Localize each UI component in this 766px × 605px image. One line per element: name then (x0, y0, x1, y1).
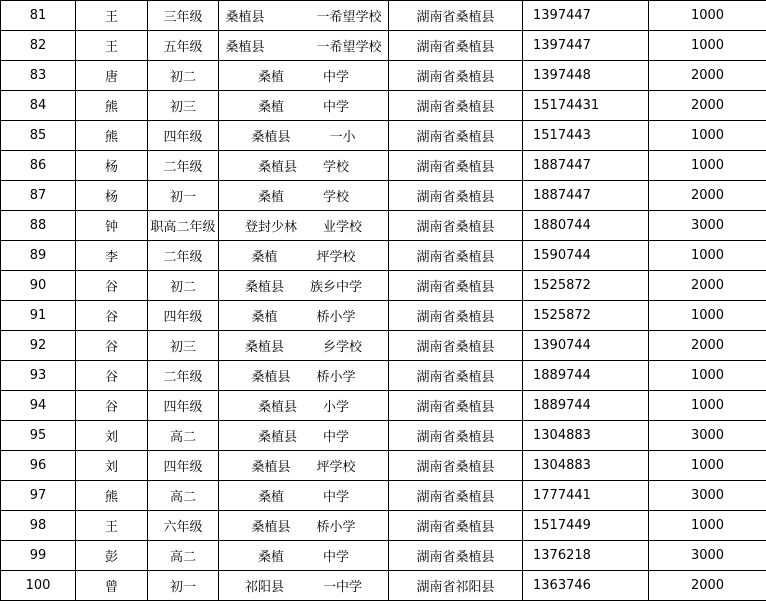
address-cell: 湖南省桑植县 (389, 121, 523, 151)
amount-cell: 3000 (649, 541, 766, 571)
table-row (1, 571, 766, 601)
phone-cell: 1887447 (523, 181, 649, 211)
school-cell: 桑植县 族乡中学 (219, 271, 389, 301)
address-cell: 湖南省桑植县 (389, 481, 523, 511)
school-cell: 桑植县 坪学校 (219, 451, 389, 481)
address-cell: 湖南省桑植县 (389, 31, 523, 61)
grade-cell: 初三 (148, 331, 219, 361)
student-name-cell: 杨 (76, 151, 148, 181)
row-number-cell: 82 (1, 31, 76, 61)
grade-cell: 二年级 (148, 361, 219, 391)
student-name-cell: 谷 (76, 361, 148, 391)
grade-cell: 四年级 (148, 391, 219, 421)
table-row (1, 121, 766, 151)
school-cell: 桑植县 一希望学校 (219, 31, 389, 61)
phone-cell: 1376218 (523, 541, 649, 571)
phone-cell: 1590744 (523, 241, 649, 271)
school-cell: 桑植 学校 (219, 181, 389, 211)
row-number-cell: 83 (1, 61, 76, 91)
grade-cell: 四年级 (148, 121, 219, 151)
phone-cell: 1390744 (523, 331, 649, 361)
row-number-cell: 81 (1, 1, 76, 31)
table-row (1, 421, 766, 451)
table-row (1, 391, 766, 421)
amount-cell: 2000 (649, 571, 766, 601)
student-name-cell: 熊 (76, 481, 148, 511)
school-cell: 桑植 中学 (219, 541, 389, 571)
amount-cell: 1000 (649, 241, 766, 271)
address-cell: 湖南省桑植县 (389, 331, 523, 361)
phone-cell: 1517449 (523, 511, 649, 541)
table-row (1, 361, 766, 391)
student-name-cell: 曾 (76, 571, 148, 601)
address-cell: 湖南省桑植县 (389, 451, 523, 481)
student-name-cell: 谷 (76, 331, 148, 361)
school-cell: 桑植县 学校 (219, 151, 389, 181)
row-number-cell: 85 (1, 121, 76, 151)
phone-cell: 1889744 (523, 391, 649, 421)
grade-cell: 初二 (148, 61, 219, 91)
student-name-cell: 王 (76, 1, 148, 31)
table-row (1, 451, 766, 481)
amount-cell: 1000 (649, 31, 766, 61)
amount-cell: 2000 (649, 271, 766, 301)
student-name-cell: 谷 (76, 391, 148, 421)
row-number-cell: 87 (1, 181, 76, 211)
school-cell: 桑植县 乡学校 (219, 331, 389, 361)
table-row (1, 241, 766, 271)
table-row (1, 151, 766, 181)
row-number-cell: 93 (1, 361, 76, 391)
school-cell: 桑植县 桥小学 (219, 361, 389, 391)
address-cell: 湖南省桑植县 (389, 61, 523, 91)
student-name-cell: 李 (76, 241, 148, 271)
address-cell: 湖南省桑植县 (389, 541, 523, 571)
amount-cell: 2000 (649, 61, 766, 91)
address-cell: 湖南省桑植县 (389, 271, 523, 301)
school-cell: 桑植 桥小学 (219, 301, 389, 331)
student-name-cell: 谷 (76, 271, 148, 301)
address-cell: 湖南省桑植县 (389, 91, 523, 121)
school-cell: 桑植县 一希望学校 (219, 1, 389, 31)
address-cell: 湖南省祁阳县 (389, 571, 523, 601)
address-cell: 湖南省桑植县 (389, 301, 523, 331)
address-cell: 湖南省桑植县 (389, 211, 523, 241)
phone-cell: 1304883 (523, 421, 649, 451)
phone-cell: 1880744 (523, 211, 649, 241)
amount-cell: 2000 (649, 91, 766, 121)
address-cell: 湖南省桑植县 (389, 241, 523, 271)
school-cell: 桑植 坪学校 (219, 241, 389, 271)
row-number-cell: 94 (1, 391, 76, 421)
student-name-cell: 熊 (76, 121, 148, 151)
table-row (1, 91, 766, 121)
row-number-cell: 96 (1, 451, 76, 481)
phone-cell: 1889744 (523, 361, 649, 391)
row-number-cell: 98 (1, 511, 76, 541)
school-cell: 桑植县 中学 (219, 421, 389, 451)
amount-cell: 1000 (649, 451, 766, 481)
amount-cell: 1000 (649, 511, 766, 541)
address-cell: 湖南省桑植县 (389, 1, 523, 31)
table-row (1, 181, 766, 211)
row-number-cell: 84 (1, 91, 76, 121)
student-name-cell: 熊 (76, 91, 148, 121)
table-row (1, 61, 766, 91)
student-name-cell: 刘 (76, 421, 148, 451)
student-name-cell: 钟 (76, 211, 148, 241)
grade-cell: 三年级 (148, 1, 219, 31)
grade-cell: 五年级 (148, 31, 219, 61)
student-name-cell: 唐 (76, 61, 148, 91)
school-cell: 桑植县 小学 (219, 391, 389, 421)
student-name-cell: 刘 (76, 451, 148, 481)
phone-cell: 1777441 (523, 481, 649, 511)
address-cell: 湖南省桑植县 (389, 391, 523, 421)
phone-cell: 1397447 (523, 31, 649, 61)
row-number-cell: 95 (1, 421, 76, 451)
phone-cell: 1887447 (523, 151, 649, 181)
amount-cell: 1000 (649, 121, 766, 151)
phone-cell: 1363746 (523, 571, 649, 601)
table-row (1, 31, 766, 61)
table-row (1, 511, 766, 541)
address-cell: 湖南省桑植县 (389, 361, 523, 391)
amount-cell: 2000 (649, 331, 766, 361)
student-name-cell: 王 (76, 31, 148, 61)
student-name-cell: 王 (76, 511, 148, 541)
amount-cell: 2000 (649, 181, 766, 211)
table-row (1, 271, 766, 301)
school-cell: 祁阳县 一中学 (219, 571, 389, 601)
row-number-cell: 88 (1, 211, 76, 241)
table-row (1, 331, 766, 361)
row-number-cell: 90 (1, 271, 76, 301)
grade-cell: 高二 (148, 481, 219, 511)
amount-cell: 3000 (649, 211, 766, 241)
amount-cell: 3000 (649, 481, 766, 511)
student-name-cell: 谷 (76, 301, 148, 331)
table-row (1, 541, 766, 571)
grade-cell: 二年级 (148, 241, 219, 271)
grade-cell: 高二 (148, 421, 219, 451)
row-number-cell: 97 (1, 481, 76, 511)
amount-cell: 1000 (649, 151, 766, 181)
table-row (1, 1, 766, 31)
amount-cell: 1000 (649, 1, 766, 31)
row-number-cell: 92 (1, 331, 76, 361)
grade-cell: 四年级 (148, 451, 219, 481)
grade-cell: 职高二年级 (148, 211, 219, 241)
table-row (1, 301, 766, 331)
student-name-cell: 杨 (76, 181, 148, 211)
row-number-cell: 86 (1, 151, 76, 181)
table-row (1, 211, 766, 241)
grade-cell: 四年级 (148, 301, 219, 331)
phone-cell: 1304883 (523, 451, 649, 481)
school-cell: 登封少林 业学校 (219, 211, 389, 241)
grade-cell: 二年级 (148, 151, 219, 181)
row-number-cell: 100 (1, 571, 76, 601)
table-body (1, 1, 766, 601)
school-cell: 桑植县 桥小学 (219, 511, 389, 541)
phone-cell: 1525872 (523, 271, 649, 301)
amount-cell: 1000 (649, 361, 766, 391)
grade-cell: 初三 (148, 91, 219, 121)
phone-cell: 1517443 (523, 121, 649, 151)
school-cell: 桑植县 一小 (219, 121, 389, 151)
address-cell: 湖南省桑植县 (389, 421, 523, 451)
school-cell: 桑植 中学 (219, 481, 389, 511)
phone-cell: 15174431 (523, 91, 649, 121)
phone-cell: 1525872 (523, 301, 649, 331)
phone-cell: 1397448 (523, 61, 649, 91)
grade-cell: 初一 (148, 181, 219, 211)
address-cell: 湖南省桑植县 (389, 151, 523, 181)
row-number-cell: 99 (1, 541, 76, 571)
table-row (1, 481, 766, 511)
school-cell: 桑植 中学 (219, 91, 389, 121)
grade-cell: 六年级 (148, 511, 219, 541)
amount-cell: 1000 (649, 391, 766, 421)
amount-cell: 1000 (649, 301, 766, 331)
address-cell: 湖南省桑植县 (389, 181, 523, 211)
row-number-cell: 91 (1, 301, 76, 331)
address-cell: 湖南省桑植县 (389, 511, 523, 541)
grade-cell: 初二 (148, 271, 219, 301)
grade-cell: 高二 (148, 541, 219, 571)
student-name-cell: 彭 (76, 541, 148, 571)
amount-cell: 3000 (649, 421, 766, 451)
phone-cell: 1397447 (523, 1, 649, 31)
school-cell: 桑植 中学 (219, 61, 389, 91)
grade-cell: 初一 (148, 571, 219, 601)
row-number-cell: 89 (1, 241, 76, 271)
